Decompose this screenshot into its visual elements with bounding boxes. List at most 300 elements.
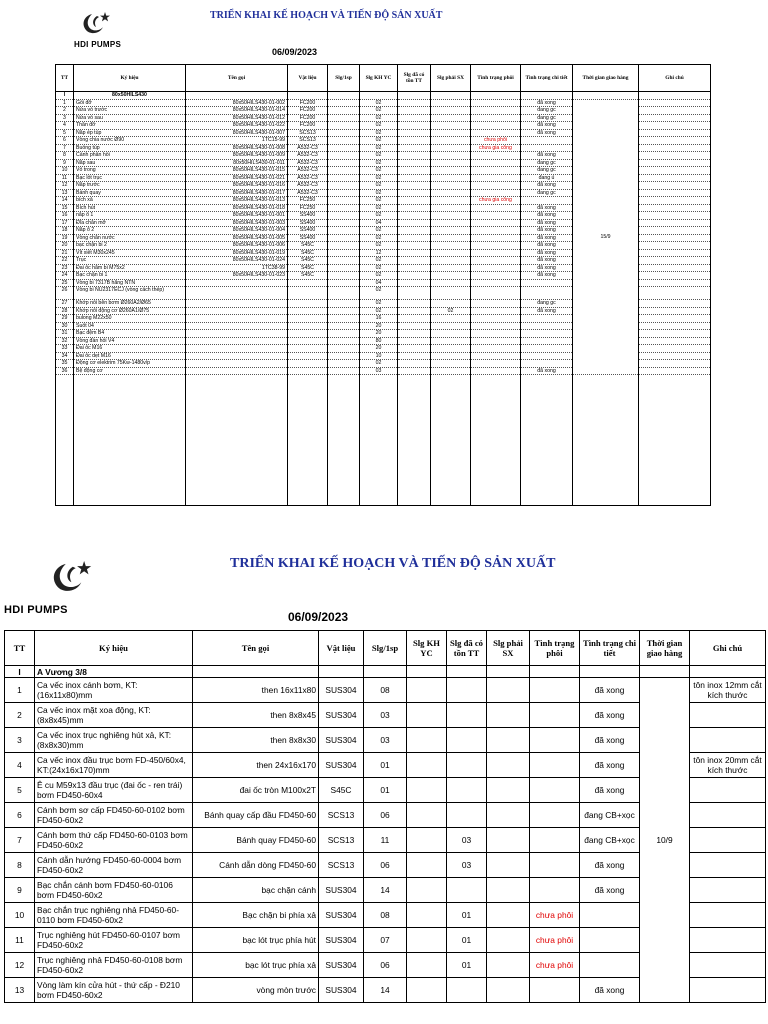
row-slg-kh-yc [407, 728, 447, 753]
row-slg-ton-tt [398, 279, 431, 287]
row-tinh-trang-chi-tiet: đã xong [521, 272, 573, 280]
row-ten-goi [186, 352, 288, 360]
row-tinh-trang-phoi [471, 307, 521, 315]
row-tinh-trang-chi-tiet: đang CB+xọc [580, 803, 640, 828]
empty-cell [640, 666, 690, 678]
row-tinh-trang-chi-tiet [521, 360, 573, 368]
row-ten-goi: 80x50HILS430-01-002 [186, 99, 288, 107]
row-tinh-trang-phoi [471, 189, 521, 197]
row-tt: 16 [56, 212, 74, 220]
row-ten-goi: 80x50HILS430-01-001 [186, 212, 288, 220]
row-tinh-trang-phoi [471, 227, 521, 235]
empty-cell [639, 92, 711, 100]
row-ten-goi: Cánh dẫn dòng FD450-60 [193, 853, 319, 878]
row-slg-ton-tt [398, 144, 431, 152]
row-tinh-trang-phoi [471, 129, 521, 137]
row-vat-lieu: A532-C3 [288, 174, 328, 182]
row-vat-lieu: SUS304 [319, 728, 364, 753]
row-tinh-trang-chi-tiet [521, 197, 573, 205]
row-ten-goi: Bánh quay cấp đầu FD450-60 [193, 803, 319, 828]
row-slg-ton-tt [398, 212, 431, 220]
row-tinh-trang-chi-tiet: đã xong [580, 678, 640, 703]
col-slg-kh-yc-header: Slg KH YC [407, 631, 447, 666]
empty-cell [328, 92, 360, 100]
row-tinh-trang-phoi [471, 167, 521, 175]
row-tinh-trang-chi-tiet: đã xong [521, 219, 573, 227]
row-tinh-trang-phoi [471, 367, 521, 375]
row-ghi-chu [639, 129, 711, 137]
row-ghi-chu [639, 367, 711, 375]
production-table [4, 630, 766, 1003]
row-ghi-chu [639, 174, 711, 182]
row-ten-goi: then 24x16x170 [193, 753, 319, 778]
row-vat-lieu: SUS304 [319, 703, 364, 728]
row-tinh-trang-phoi [471, 272, 521, 280]
row-slg-1sp [328, 330, 360, 338]
row-ghi-chu [639, 144, 711, 152]
row-slg-phai-sx [487, 703, 530, 728]
row-tinh-trang-chi-tiet [521, 137, 573, 145]
row-tinh-trang-phoi [471, 204, 521, 212]
logo-swirl-icon [46, 558, 94, 598]
row-slg-ton-tt [447, 703, 487, 728]
empty-cell [193, 666, 319, 678]
row-slg-kh-yc: 02 [360, 99, 398, 107]
row-ghi-chu [639, 287, 711, 300]
col-ghi-chu-header: Ghi chú [639, 65, 711, 92]
row-slg-kh-yc: 02 [360, 174, 398, 182]
row-slg-phai-sx [487, 753, 530, 778]
row-tinh-trang-chi-tiet: đang gc [521, 300, 573, 308]
row-tt: 18 [56, 227, 74, 235]
row-ghi-chu [639, 264, 711, 272]
row-tinh-trang-phoi [530, 728, 580, 753]
row-slg-kh-yc: 04 [360, 219, 398, 227]
row-tinh-trang-phoi [471, 287, 521, 300]
row-slg-1sp [328, 307, 360, 315]
row-slg-kh-yc [407, 953, 447, 978]
empty-cell [471, 375, 521, 506]
col-tinh-trang-chi-tiet-header: Tình trạng chi tiết [580, 631, 640, 666]
logo-text: HDI PUMPS [4, 604, 68, 616]
col-thoi-gian-giao-hang-header: Thời gian giao hàng [573, 65, 639, 92]
row-slg-phai-sx [431, 352, 471, 360]
row-tt: 14 [56, 197, 74, 205]
row-slg-1sp [328, 189, 360, 197]
row-ten-goi: 80x50HILS430-01-007 [186, 129, 288, 137]
row-tinh-trang-phoi [471, 300, 521, 308]
row-ghi-chu [639, 337, 711, 345]
row-tt: 3 [5, 728, 35, 753]
row-slg-ton-tt [398, 287, 431, 300]
row-slg-phai-sx [487, 853, 530, 878]
row-slg-1sp [328, 352, 360, 360]
row-tinh-trang-chi-tiet: đã xong [521, 227, 573, 235]
row-tinh-trang-chi-tiet [580, 928, 640, 953]
row-tt: 32 [56, 337, 74, 345]
col-slg-phai-sx-header: Slg phải SX [487, 631, 530, 666]
row-slg-kh-yc [407, 903, 447, 928]
row-tinh-trang-phoi: chưa phôi [530, 903, 580, 928]
row-slg-kh-yc: 10 [360, 352, 398, 360]
row-slg-ton-tt [398, 307, 431, 315]
row-tinh-trang-chi-tiet: đang gc [521, 167, 573, 175]
logo-swirl-icon [78, 10, 112, 38]
row-tt: 11 [56, 174, 74, 182]
row-ten-goi: 80x50HILS430-01-014 [186, 107, 288, 115]
row-slg-phai-sx [431, 107, 471, 115]
row-slg-1sp [328, 287, 360, 300]
row-slg-ton-tt [447, 878, 487, 903]
row-ghi-chu [690, 878, 766, 903]
col-ghi-chu-header: Ghi chú [690, 631, 766, 666]
row-slg-kh-yc: 02 [360, 287, 398, 300]
empty-cell [521, 92, 573, 100]
row-ghi-chu [690, 953, 766, 978]
row-ghi-chu [639, 152, 711, 160]
row-slg-phai-sx [487, 953, 530, 978]
empty-cell [288, 92, 328, 100]
row-ky-hieu: Bạc chắn trục nghiêng nhả FD450-60-0110 bơm FD450-60x2 [35, 903, 193, 928]
row-slg-ton-tt [398, 272, 431, 280]
row-vat-lieu: SUS304 [319, 978, 364, 1003]
row-ten-goi: đai ốc tròn M100x2T [193, 778, 319, 803]
row-tinh-trang-phoi [471, 114, 521, 122]
row-vat-lieu [288, 330, 328, 338]
row-slg-phai-sx [431, 227, 471, 235]
row-slg-1sp: 08 [364, 678, 407, 703]
row-slg-1sp [328, 99, 360, 107]
row-ghi-chu [639, 279, 711, 287]
row-slg-ton-tt: 01 [447, 953, 487, 978]
row-slg-ton-tt [398, 337, 431, 345]
row-ky-hieu: Vòng bi 7317B hãng NTN [74, 279, 186, 287]
row-tinh-trang-chi-tiet: đang ủ [521, 174, 573, 182]
row-ghi-chu [639, 189, 711, 197]
row-slg-ton-tt [398, 219, 431, 227]
row-tt: 10 [56, 167, 74, 175]
row-tinh-trang-phoi: chưa phôi [530, 928, 580, 953]
row-ghi-chu [639, 360, 711, 368]
row-ky-hieu: Vỏ trong [74, 167, 186, 175]
empty-cell [573, 375, 639, 506]
row-vat-lieu: SCS13 [288, 137, 328, 145]
row-slg-phai-sx [431, 234, 471, 242]
row-slg-ton-tt [398, 182, 431, 190]
empty-cell [690, 666, 766, 678]
row-slg-phai-sx [487, 903, 530, 928]
row-slg-phai-sx [431, 315, 471, 323]
col-slg-ton-tt-header: Slg đã có tồn TT [447, 631, 487, 666]
row-ghi-chu [639, 322, 711, 330]
row-slg-1sp [328, 107, 360, 115]
row-tinh-trang-phoi [530, 803, 580, 828]
row-slg-kh-yc: 02 [360, 307, 398, 315]
row-slg-phai-sx [431, 159, 471, 167]
empty-cell [471, 92, 521, 100]
row-ghi-chu [690, 828, 766, 853]
row-tt: 19 [56, 234, 74, 242]
empty-cell [74, 375, 186, 506]
row-tinh-trang-chi-tiet: đang CB+xọc [580, 828, 640, 853]
row-slg-phai-sx [431, 264, 471, 272]
row-slg-ton-tt [398, 352, 431, 360]
row-tinh-trang-chi-tiet: đã xong [580, 728, 640, 753]
row-slg-kh-yc: 02 [360, 227, 398, 235]
row-ky-hieu: Vít xiết M30x245 [74, 249, 186, 257]
row-ky-hieu: Đai ốc hãm bi M75x2 [74, 264, 186, 272]
col-tinh-trang-phoi-header: Tình trạng phôi [471, 65, 521, 92]
row-tinh-trang-phoi [530, 753, 580, 778]
row-slg-phai-sx [431, 122, 471, 130]
row-ghi-chu: tôn inox 20mm cắt kích thước [690, 753, 766, 778]
row-vat-lieu: A532-C3 [288, 182, 328, 190]
row-ghi-chu [690, 803, 766, 828]
col-tt-header: TT [56, 65, 74, 92]
row-vat-lieu: FC250 [288, 197, 328, 205]
row-tt: 25 [56, 279, 74, 287]
row-ky-hieu: Nắp ép túp [74, 129, 186, 137]
row-slg-phai-sx [431, 137, 471, 145]
row-slg-phai-sx [431, 249, 471, 257]
row-slg-kh-yc: 80 [360, 337, 398, 345]
row-tinh-trang-chi-tiet: đã xong [521, 129, 573, 137]
row-ten-goi: bạc lót trục phía xả [193, 953, 319, 978]
row-slg-1sp: 01 [364, 753, 407, 778]
row-tt: 6 [56, 137, 74, 145]
row-ky-hieu: Vòng đàn hồi V4 [74, 337, 186, 345]
row-slg-ton-tt [398, 315, 431, 323]
row-tt: 4 [56, 122, 74, 130]
row-ky-hieu: Ê cu M59x13 đầu trục (đai ốc - ren trái) bơm FD450-60x4 [35, 778, 193, 803]
row-ky-hieu: Nửa vỏ trước [74, 107, 186, 115]
row-slg-kh-yc [407, 978, 447, 1003]
table-row [5, 678, 766, 703]
row-tinh-trang-phoi [471, 174, 521, 182]
row-vat-lieu: SS400 [288, 227, 328, 235]
row-ky-hieu: Buồng túp [74, 144, 186, 152]
col-thoi-gian-giao-hang-header: Thời gian giao hàng [640, 631, 690, 666]
row-tinh-trang-chi-tiet: đã xong [521, 212, 573, 220]
row-ten-goi: then 16x11x80 [193, 678, 319, 703]
row-slg-phai-sx [431, 279, 471, 287]
row-tinh-trang-chi-tiet: đã xong [580, 853, 640, 878]
row-ten-goi: then 8x8x45 [193, 703, 319, 728]
empty-cell [186, 375, 288, 506]
row-ten-goi: 80x50HILS430-01-009 [186, 152, 288, 160]
row-slg-phai-sx [487, 803, 530, 828]
row-tinh-trang-chi-tiet [521, 322, 573, 330]
row-slg-1sp [328, 279, 360, 287]
row-slg-phai-sx [431, 337, 471, 345]
row-tinh-trang-chi-tiet: đã xong [521, 204, 573, 212]
row-slg-ton-tt [398, 264, 431, 272]
row-ten-goi [186, 337, 288, 345]
row-slg-1sp [328, 367, 360, 375]
row-ten-goi [186, 287, 288, 300]
row-tinh-trang-chi-tiet: đã xong [521, 264, 573, 272]
row-ten-goi: 80x50HILS430-01-005 [186, 234, 288, 242]
empty-cell [530, 666, 580, 678]
row-slg-ton-tt [398, 360, 431, 368]
row-slg-ton-tt [398, 242, 431, 250]
row-ghi-chu [639, 352, 711, 360]
row-tinh-trang-phoi [530, 853, 580, 878]
row-slg-ton-tt [447, 678, 487, 703]
row-slg-phai-sx [431, 367, 471, 375]
col-tinh-trang-phoi-header: Tình trạng phôi [530, 631, 580, 666]
table-header-row [5, 631, 766, 666]
row-tinh-trang-chi-tiet [521, 330, 573, 338]
row-slg-phai-sx [431, 189, 471, 197]
row-slg-ton-tt: 03 [447, 828, 487, 853]
row-ten-goi: 80x50HILS430-01-008 [186, 144, 288, 152]
row-slg-1sp: 03 [364, 728, 407, 753]
row-ten-goi: 80x50HILS430-01-013 [186, 197, 288, 205]
row-tinh-trang-chi-tiet: đã xong [580, 978, 640, 1003]
row-ky-hieu: Nắp trước [74, 182, 186, 190]
row-ten-goi: 80x50HILS430-01-012 [186, 114, 288, 122]
row-tinh-trang-phoi [471, 315, 521, 323]
row-tinh-trang-phoi [471, 337, 521, 345]
row-vat-lieu: S45C [319, 778, 364, 803]
row-ten-goi: 80x50HILS430-01-004 [186, 227, 288, 235]
col-slg-kh-yc-header: Slg KH YC [360, 65, 398, 92]
row-slg-kh-yc [407, 828, 447, 853]
row-vat-lieu: SS400 [288, 219, 328, 227]
row-slg-phai-sx [431, 152, 471, 160]
row-tt: 33 [56, 345, 74, 353]
empty-cell [56, 375, 74, 506]
row-ten-goi: 80x50HILS430-01-019 [186, 249, 288, 257]
row-ten-goi: 80x50HILS430-01-015 [186, 167, 288, 175]
row-tt: 4 [5, 753, 35, 778]
group-row [56, 92, 711, 100]
row-tinh-trang-chi-tiet: đã xong [580, 778, 640, 803]
row-ten-goi [186, 360, 288, 368]
row-tinh-trang-chi-tiet: đã xong [521, 249, 573, 257]
row-tt: 36 [56, 367, 74, 375]
row-ky-hieu: Ca vếc inox cánh bơm, KT: (16x11x80)mm [35, 678, 193, 703]
row-ky-hieu: Khớp nối bên bơm Ø260A2/Ø65 [74, 300, 186, 308]
production-table [55, 64, 711, 506]
row-ghi-chu [639, 122, 711, 130]
row-slg-phai-sx [431, 182, 471, 190]
row-ten-goi: 80x50HILS430-01-021 [186, 174, 288, 182]
row-slg-kh-yc: 02 [360, 159, 398, 167]
row-ky-hieu: Thân đỡ [74, 122, 186, 130]
row-slg-1sp [328, 272, 360, 280]
page-title: TRIỂN KHAI KẾ HOẠCH VÀ TIẾN ĐỘ SẢN XUẤT [230, 556, 556, 571]
row-ghi-chu [639, 249, 711, 257]
col-tt-header: TT [5, 631, 35, 666]
row-ky-hieu: bạc chặn bi 2 [74, 242, 186, 250]
row-vat-lieu: S45C [288, 242, 328, 250]
row-slg-phai-sx [431, 204, 471, 212]
row-ghi-chu [690, 728, 766, 753]
row-ghi-chu [639, 227, 711, 235]
row-slg-kh-yc: 02 [360, 212, 398, 220]
row-slg-kh-yc: 02 [360, 114, 398, 122]
row-ky-hieu: Vòng chia nước Ø90 [74, 137, 186, 145]
row-ten-goi: Bánh quay FD450-60 [193, 828, 319, 853]
row-slg-kh-yc [407, 678, 447, 703]
row-slg-phai-sx [431, 144, 471, 152]
row-vat-lieu: A532-C3 [288, 167, 328, 175]
row-slg-kh-yc: 04 [360, 279, 398, 287]
row-tinh-trang-phoi [530, 778, 580, 803]
row-vat-lieu: A532-C3 [288, 159, 328, 167]
row-tt: 21 [56, 249, 74, 257]
row-slg-ton-tt [398, 189, 431, 197]
row-slg-ton-tt: 01 [447, 903, 487, 928]
row-tinh-trang-chi-tiet [521, 315, 573, 323]
row-tt: 23 [56, 264, 74, 272]
row-ten-goi: 80x50HILS430-01-023 [186, 272, 288, 280]
row-ten-goi: 1TC15-99 [186, 137, 288, 145]
row-ky-hieu: bulong M22x50 [74, 315, 186, 323]
row-slg-phai-sx [487, 928, 530, 953]
row-slg-phai-sx [431, 129, 471, 137]
row-slg-phai-sx: 02 [431, 307, 471, 315]
row-vat-lieu [288, 315, 328, 323]
row-slg-1sp: 14 [364, 878, 407, 903]
row-tinh-trang-chi-tiet: đã xong [521, 122, 573, 130]
row-tinh-trang-phoi [471, 122, 521, 130]
row-tt: 29 [56, 315, 74, 323]
row-slg-kh-yc: 02 [360, 204, 398, 212]
row-tinh-trang-phoi [471, 107, 521, 115]
row-slg-ton-tt [398, 249, 431, 257]
col-vat-lieu-header: Vật liệu [288, 65, 328, 92]
row-vat-lieu: S45C [288, 272, 328, 280]
row-tt: 6 [5, 803, 35, 828]
row-tt: 8 [56, 152, 74, 160]
row-slg-ton-tt [447, 803, 487, 828]
row-slg-kh-yc: 02 [360, 242, 398, 250]
row-slg-1sp: 06 [364, 803, 407, 828]
row-slg-kh-yc: 02 [360, 152, 398, 160]
row-ky-hieu: Trục nghiêng nhả FD450-60-0108 bơm FD450-60x2 [35, 953, 193, 978]
row-tinh-trang-phoi [471, 249, 521, 257]
row-tt: 13 [5, 978, 35, 1003]
row-slg-phai-sx [431, 212, 471, 220]
sheet-bottom [0, 528, 768, 1024]
logo-text: HDI PUMPS [74, 40, 122, 49]
row-tinh-trang-chi-tiet: đang gc [521, 114, 573, 122]
row-slg-1sp: 01 [364, 778, 407, 803]
col-slg-1sp-header: Slg/1sp [328, 65, 360, 92]
table-header-row [56, 65, 711, 92]
empty-cell [431, 92, 471, 100]
row-slg-ton-tt [398, 345, 431, 353]
row-tinh-trang-chi-tiet: đã xong [521, 182, 573, 190]
row-ghi-chu [639, 315, 711, 323]
row-tt: 27 [56, 300, 74, 308]
row-ten-goi: 80x50HILS430-01-022 [186, 122, 288, 130]
row-ky-hieu: Bích hút [74, 204, 186, 212]
row-slg-1sp [328, 315, 360, 323]
row-slg-phai-sx [487, 978, 530, 1003]
empty-cell [521, 375, 573, 506]
row-slg-kh-yc: 02 [360, 189, 398, 197]
row-slg-1sp: 06 [364, 953, 407, 978]
row-slg-ton-tt [398, 234, 431, 242]
row-vat-lieu: SCS13 [319, 853, 364, 878]
row-slg-kh-yc [407, 928, 447, 953]
row-ky-hieu: Cánh phản hồi [74, 152, 186, 160]
row-slg-1sp [328, 129, 360, 137]
